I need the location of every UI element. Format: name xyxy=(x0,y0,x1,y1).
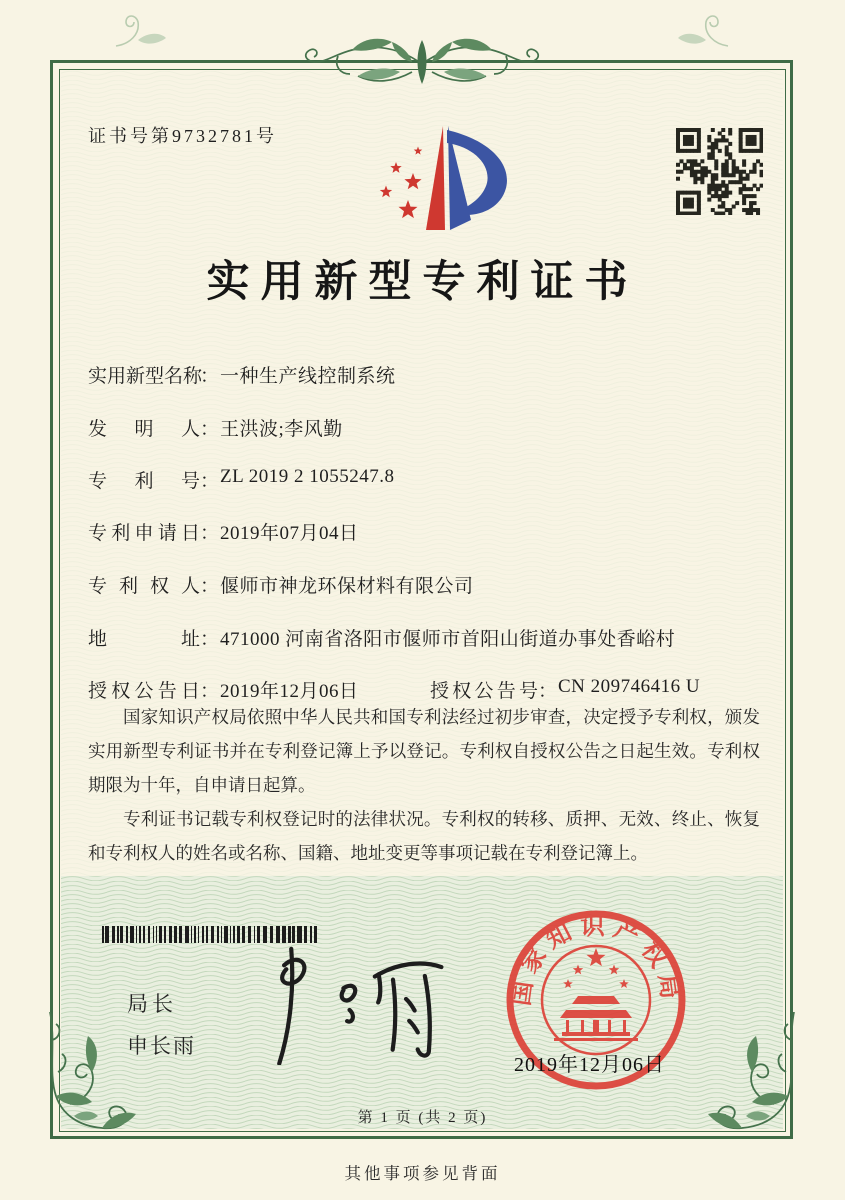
field-label: 发明人 xyxy=(88,419,200,440)
field-value: 偃师市神龙环保材料有限公司 xyxy=(220,576,474,597)
cnipa-logo xyxy=(350,118,520,233)
field-label: 专利申请日 xyxy=(88,523,200,544)
page-number: 第 1 页 (共 2 页) xyxy=(357,1110,488,1126)
certificate-number: 证书号第9732781号 xyxy=(88,126,277,146)
seal-ring-text: 国家知识产权局 xyxy=(507,913,685,1008)
field-value: 2019年07月04日 xyxy=(220,523,359,544)
legal-paragraph-1: 国家知识产权局依照中华人民共和国专利法经过初步审查，决定授予专利权，颁发实用新型专利证书并在专利登记簿上予以登记。专利权自授权公告之日起生效。专利权期限为十年，自申请日起算。 xyxy=(88,707,760,795)
field-value: 一种生产线控制系统 xyxy=(220,366,396,387)
grant-date-value: 2019年12月06日 xyxy=(220,681,359,702)
field-row-address: 地址：471000 河南省洛阳市偃师市首阳山街道办事处香峪村 xyxy=(88,624,675,654)
field-value: ZL 2019 2 1055247.8 xyxy=(220,466,395,487)
grant-no-label: 授权公告号 xyxy=(430,681,538,702)
field-row-inventor: 发明人：王洪波;李风勤 xyxy=(88,414,343,444)
field-row-patentee: 专利权人：偃师市神龙环保材料有限公司 xyxy=(88,571,474,601)
back-note: 其他事项参见背面 xyxy=(344,1164,501,1183)
field-row-filing-date: 专利申请日：2019年07月04日 xyxy=(88,518,359,548)
certificate-title: 实用新型专利证书 xyxy=(206,259,639,306)
field-label: 专利权人 xyxy=(88,576,200,597)
seal-date: 2019年12月06日 xyxy=(514,1054,665,1076)
top-left-curl-icon xyxy=(112,10,168,50)
logo-red-wedge xyxy=(426,126,445,230)
logo-stars xyxy=(380,147,423,219)
field-label: 实用新型名称 xyxy=(88,366,203,387)
field-value: 471000 河南省洛阳市偃师市首阳山街道办事处香峪村 xyxy=(220,629,676,650)
field-row-grant: 授权公告日：2019年12月06日 授权公告号：CN 209746416 U xyxy=(88,676,701,702)
top-ornament-icon xyxy=(292,30,552,96)
legal-text xyxy=(88,700,760,870)
grant-no-group: 授权公告号：CN 209746416 U xyxy=(430,676,701,702)
seal-stars xyxy=(563,948,629,988)
field-row-name: 实用新型名称：一种生产线控制系统 xyxy=(88,361,396,391)
handwritten-signature xyxy=(248,940,453,1065)
field-row-patent-no: 专利号：ZL 2019 2 1055247.8 xyxy=(88,466,395,492)
top-right-curl-icon xyxy=(676,10,732,50)
chief-title: 局长 xyxy=(127,993,177,1016)
grant-date-label: 授权公告日 xyxy=(88,681,200,702)
field-label: 专利号 xyxy=(88,471,200,492)
qr-code xyxy=(676,128,763,215)
legal-paragraph-2: 专利证书记载专利权登记时的法律状况。专利权的转移、质押、无效、终止、恢复和专利权人的姓名或名称、国籍、地址变更等事项记载在专利登记簿上。 xyxy=(88,809,760,863)
chief-name: 申长雨 xyxy=(127,1035,196,1058)
seal-emblem-gate xyxy=(554,996,638,1041)
grant-no-value: CN 209746416 U xyxy=(558,676,701,697)
field-value: 王洪波;李风勤 xyxy=(220,419,343,440)
field-label: 地址 xyxy=(88,629,200,650)
